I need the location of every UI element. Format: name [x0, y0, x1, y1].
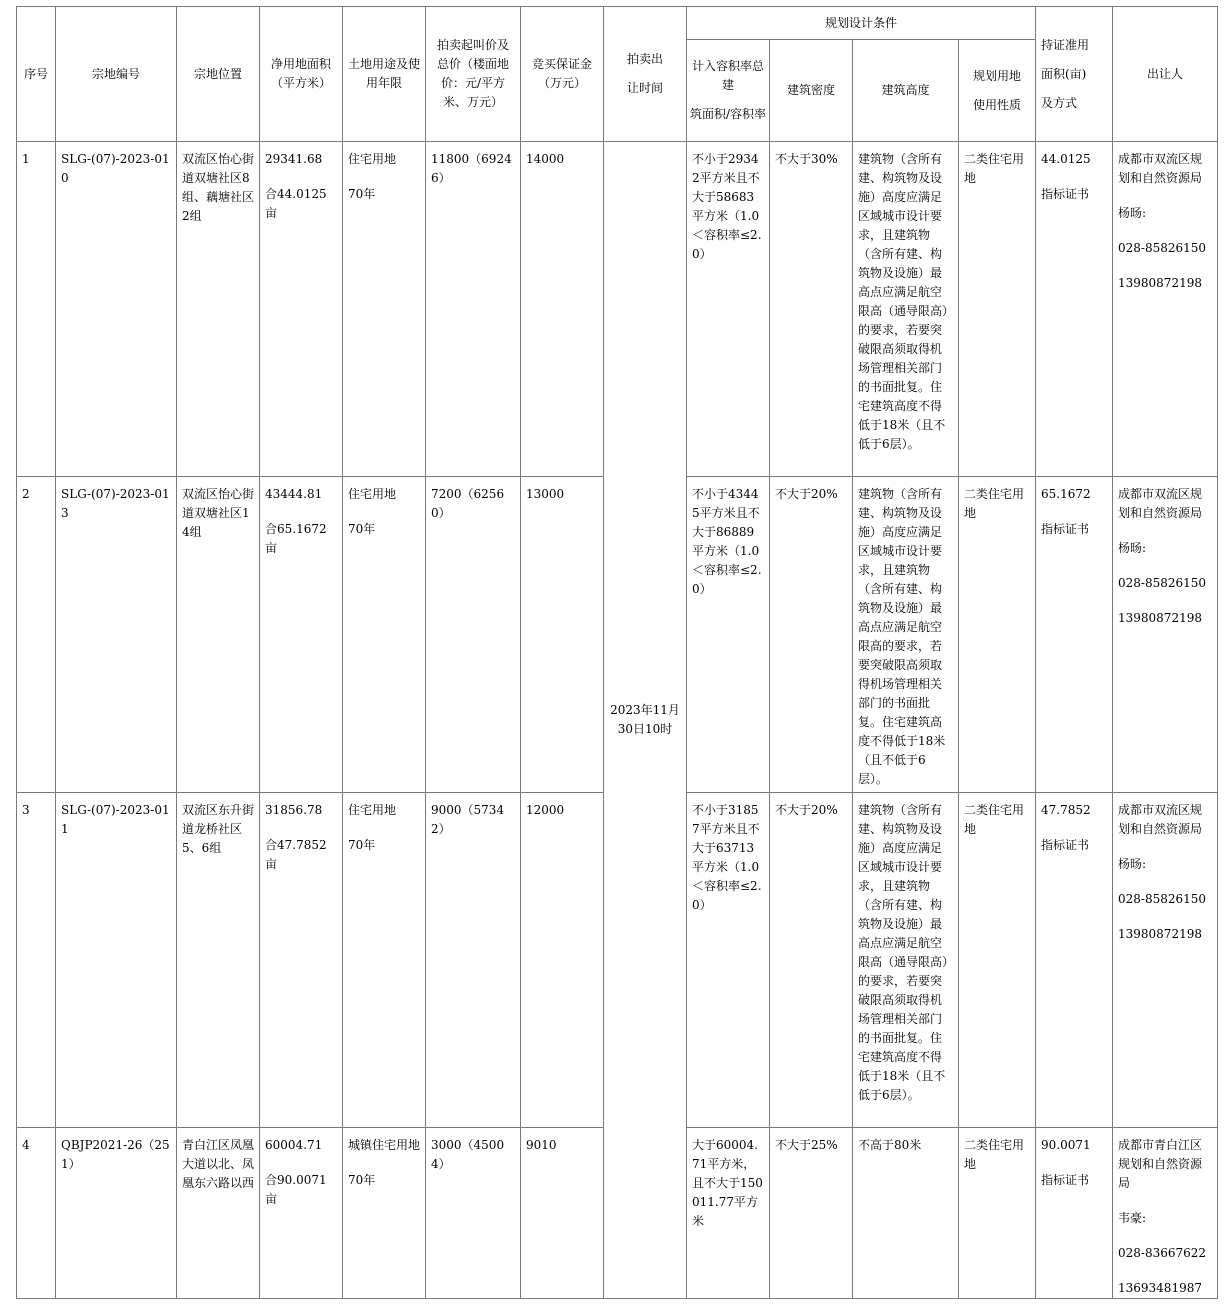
area-mu: 合65.1672亩 [265, 522, 327, 555]
cell-density: 不大于25% [770, 1128, 853, 1299]
cell-density: 不大于20% [770, 477, 853, 793]
cell-quota [1036, 142, 1113, 477]
cell-price: 7200（62560） [426, 477, 521, 793]
cell-quota [1036, 793, 1113, 1128]
cell-far: 不小于29342平方米且不大于58683平方米（1.0＜容积率≤2.0） [687, 142, 770, 477]
cell-use [343, 1128, 426, 1299]
header-use: 土地用途及使用年限 [343, 7, 426, 142]
seller-phone-2: 13693481987 [1118, 1281, 1202, 1295]
area-value: 60004.71 [265, 1138, 323, 1152]
header-code: 宗地编号 [56, 7, 177, 142]
cell-location: 青白江区凤凰大道以北、凤凰东六路以西 [177, 1128, 260, 1299]
quota-method: 指标证书 [1041, 1173, 1090, 1187]
land-auction-table [16, 6, 1218, 1299]
header-seq: 序号 [17, 7, 56, 142]
seller-phone-1: 028-83667622 [1118, 1246, 1207, 1260]
header-quota-line-2: 面积(亩) [1041, 66, 1087, 81]
header-nature-line-2: 使用性质 [972, 97, 1021, 112]
cell-quota [1036, 477, 1113, 793]
seller-phone-2: 13980872198 [1118, 276, 1202, 290]
use-value: 城镇住宅用地 [348, 1138, 421, 1152]
seller-contact: 杨旸: [1118, 857, 1147, 871]
area-value: 43444.81 [265, 487, 323, 501]
quota-value: 44.0125 [1041, 152, 1091, 166]
cell-deposit: 12000 [521, 793, 604, 1128]
cell-seller [1113, 142, 1218, 477]
header-row-1 [17, 7, 1218, 40]
cell-code: QBJP2021-26（251） [56, 1128, 177, 1299]
header-seller: 出让人 [1113, 7, 1218, 142]
cell-area [260, 793, 343, 1128]
cell-height: 建筑物（含所有建、构筑物及设施）高度应满足区域城市设计要求，且建筑物（含所有建、构筑物及设施）最高点应满足航空限高的要求，若要突破限高须取得机场管理相关部门的书面批复。住宅建筑高度不得低于18米（且不低于6层）。 [853, 477, 959, 793]
seller-phone-2: 13980872198 [1118, 927, 1202, 941]
seller-phone-2: 13980872198 [1118, 611, 1202, 625]
header-far-line-2: 筑面积/容积率 [689, 107, 767, 121]
header-far-line-1: 计入容积率总建 [691, 59, 764, 92]
cell-height: 建筑物（含所有建、构筑物及设施）高度应满足区域城市设计要求，且建筑物（含所有建、构筑物及设施）最高点应满足航空限高（通导限高）的要求，若要突破限高须取得机场管理相关部门的书面批复。住宅建筑高度不得低于18米（且不低于6层）。 [853, 142, 959, 477]
header-land-nature [959, 40, 1036, 142]
quota-method: 指标证书 [1041, 187, 1090, 201]
cell-seller [1113, 793, 1218, 1128]
table-row [17, 142, 1218, 477]
quota-method: 指标证书 [1041, 838, 1090, 852]
cell-nature: 二类住宅用地 [959, 793, 1036, 1128]
seller-contact: 杨旸: [1118, 206, 1147, 220]
cell-density: 不大于20% [770, 793, 853, 1128]
cell-seller [1113, 477, 1218, 793]
cell-nature: 二类住宅用地 [959, 477, 1036, 793]
cell-location: 双流区怡心街道双塘社区14组 [177, 477, 260, 793]
cell-area [260, 1128, 343, 1299]
seller-name: 成都市双流区规划和自然资源局 [1118, 152, 1203, 185]
use-years: 70年 [348, 522, 376, 536]
header-time-line-1: 拍卖出 [626, 52, 663, 66]
cell-far: 不小于31857平方米且不大于63713平方米（1.0＜容积率≤2.0） [687, 793, 770, 1128]
header-nature-line-1: 规划用地 [972, 68, 1021, 83]
seller-phone-1: 028-85826150 [1118, 576, 1207, 590]
header-time-line-2: 让时间 [626, 81, 663, 95]
seller-contact: 韦豪: [1118, 1211, 1147, 1225]
header-height: 建筑高度 [853, 40, 959, 142]
area-mu: 合47.7852亩 [265, 838, 327, 871]
cell-deposit: 14000 [521, 142, 604, 477]
cell-seq: 3 [17, 793, 56, 1128]
cell-seq: 1 [17, 142, 56, 477]
cell-height: 不高于80米 [853, 1128, 959, 1299]
header-deposit: 竞买保证金（万元） [521, 7, 604, 142]
cell-seq: 4 [17, 1128, 56, 1299]
cell-price: 9000（57342） [426, 793, 521, 1128]
cell-use [343, 142, 426, 477]
use-value: 住宅用地 [348, 152, 397, 166]
use-value: 住宅用地 [348, 487, 397, 501]
header-quota [1036, 7, 1113, 142]
seller-name: 成都市青白江区规划和自然资源局 [1118, 1138, 1203, 1190]
header-time [604, 7, 687, 142]
use-value: 住宅用地 [348, 803, 397, 817]
header-location: 宗地位置 [177, 7, 260, 142]
seller-name: 成都市双流区规划和自然资源局 [1118, 487, 1203, 520]
cell-seller [1113, 1128, 1218, 1299]
cell-code: SLG-(07)-2023-011 [56, 793, 177, 1128]
cell-nature: 二类住宅用地 [959, 142, 1036, 477]
quota-value: 90.0071 [1041, 1138, 1091, 1152]
header-quota-line-3: 及方式 [1041, 95, 1078, 110]
quota-method: 指标证书 [1041, 522, 1090, 536]
cell-code: SLG-(07)-2023-010 [56, 142, 177, 477]
area-mu: 合44.0125亩 [265, 187, 327, 220]
quota-value: 65.1672 [1041, 487, 1091, 501]
cell-auction-time: 2023年11月30日10时 [604, 142, 687, 1299]
seller-name: 成都市双流区规划和自然资源局 [1118, 803, 1203, 836]
cell-use [343, 477, 426, 793]
cell-far: 大于60004.71平方米，且不大于150011.77平方米 [687, 1128, 770, 1299]
cell-deposit: 13000 [521, 477, 604, 793]
cell-deposit: 9010 [521, 1128, 604, 1299]
cell-use [343, 793, 426, 1128]
header-density: 建筑密度 [770, 40, 853, 142]
header-far [687, 40, 770, 142]
seller-phone-1: 028-85826150 [1118, 892, 1207, 906]
cell-location: 双流区东升街道龙桥社区5、6组 [177, 793, 260, 1128]
cell-area [260, 142, 343, 477]
seller-contact: 杨旸: [1118, 541, 1147, 555]
area-value: 31856.78 [265, 803, 323, 817]
use-years: 70年 [348, 187, 376, 201]
area-mu: 合90.0071亩 [265, 1173, 327, 1206]
header-planning-group: 规划设计条件 [687, 7, 1036, 40]
cell-location: 双流区怡心街道双塘社区8组、藕塘社区2组 [177, 142, 260, 477]
use-years: 70年 [348, 838, 376, 852]
cell-price: 3000（45004） [426, 1128, 521, 1299]
seller-phone-1: 028-85826150 [1118, 241, 1207, 255]
header-quota-line-1: 持证准用 [1041, 37, 1090, 52]
cell-far: 不小于43445平方米且不大于86889平方米（1.0＜容积率≤2.0） [687, 477, 770, 793]
use-years: 70年 [348, 1173, 376, 1187]
cell-price: 11800（69246） [426, 142, 521, 477]
area-value: 29341.68 [265, 152, 323, 166]
cell-quota [1036, 1128, 1113, 1299]
header-price: 拍卖起叫价及总价（楼面地价：元/平方米、万元） [426, 7, 521, 142]
cell-code: SLG-(07)-2023-013 [56, 477, 177, 793]
cell-density: 不大于30% [770, 142, 853, 477]
cell-height: 建筑物（含所有建、构筑物及设施）高度应满足区域城市设计要求，且建筑物（含所有建、构筑物及设施）最高点应满足航空限高（通导限高）的要求，若要突破限高须取得机场管理相关部门的书面批复。住宅建筑高度不得低于18米（且不低于6层）。 [853, 793, 959, 1128]
quota-value: 47.7852 [1041, 803, 1091, 817]
cell-nature: 二类住宅用地 [959, 1128, 1036, 1299]
cell-area [260, 477, 343, 793]
cell-seq: 2 [17, 477, 56, 793]
header-area: 净用地面积（平方米） [260, 7, 343, 142]
